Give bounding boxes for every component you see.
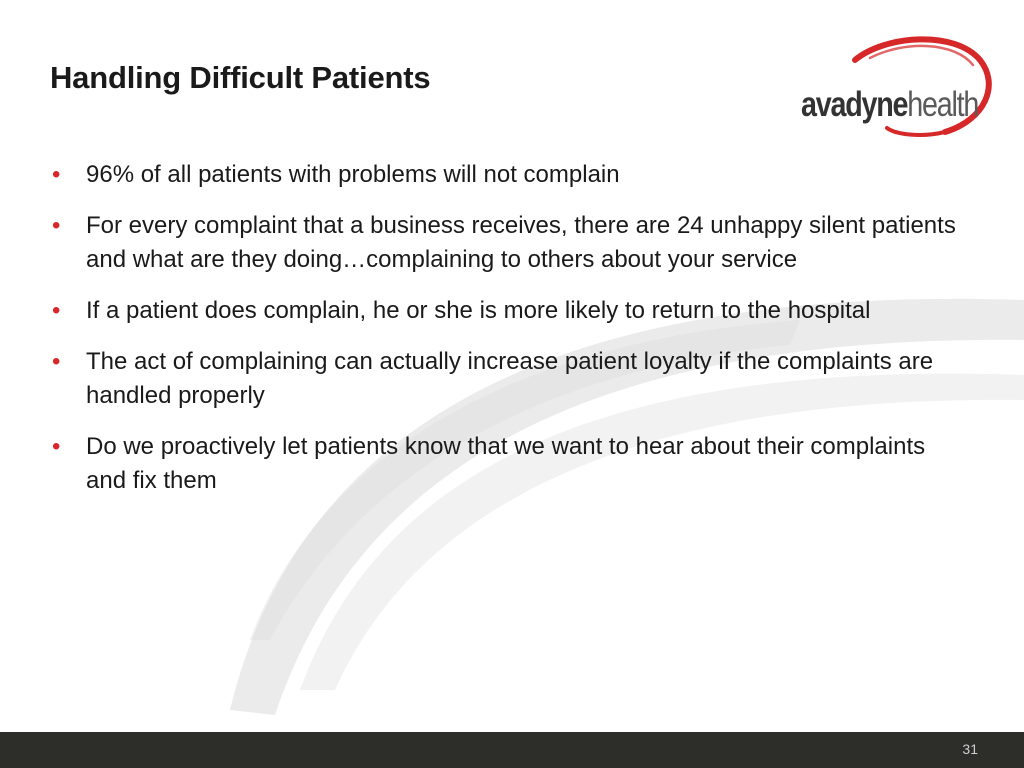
bullet-icon: • <box>52 433 61 460</box>
bullet-text: For every complaint that a business receives, there are 24 unhappy silent patients and what are they doing…complaining to others about your service <box>86 212 956 273</box>
list-item <box>50 158 960 192</box>
bullet-text: The act of complaining can actually increase patient loyalty if the complaints are handled properly <box>86 348 934 409</box>
footer-bar <box>0 732 1024 768</box>
logo-brand-secondary: health <box>907 85 979 124</box>
company-logo <box>795 30 995 140</box>
list-item <box>50 430 960 498</box>
list-item <box>50 209 960 277</box>
bullet-icon: • <box>52 297 61 324</box>
bullet-icon: • <box>52 161 61 188</box>
logo-wordmark <box>801 85 978 125</box>
bullet-text: If a patient does complain, he or she is more likely to return to the hospital <box>86 297 871 324</box>
slide-title: Handling Difficult Patients <box>50 60 431 95</box>
logo-brand-primary: avadyne <box>801 85 908 124</box>
bullet-icon: • <box>52 348 61 375</box>
list-item <box>50 345 960 413</box>
list-item <box>50 294 960 328</box>
page-number: 31 <box>962 741 978 757</box>
bullet-text: 96% of all patients with problems will not complain <box>86 161 620 188</box>
bullet-icon: • <box>52 212 61 239</box>
bullet-text: Do we proactively let patients know that we want to hear about their complaints and fix them <box>86 433 926 494</box>
bullet-list <box>50 158 960 515</box>
